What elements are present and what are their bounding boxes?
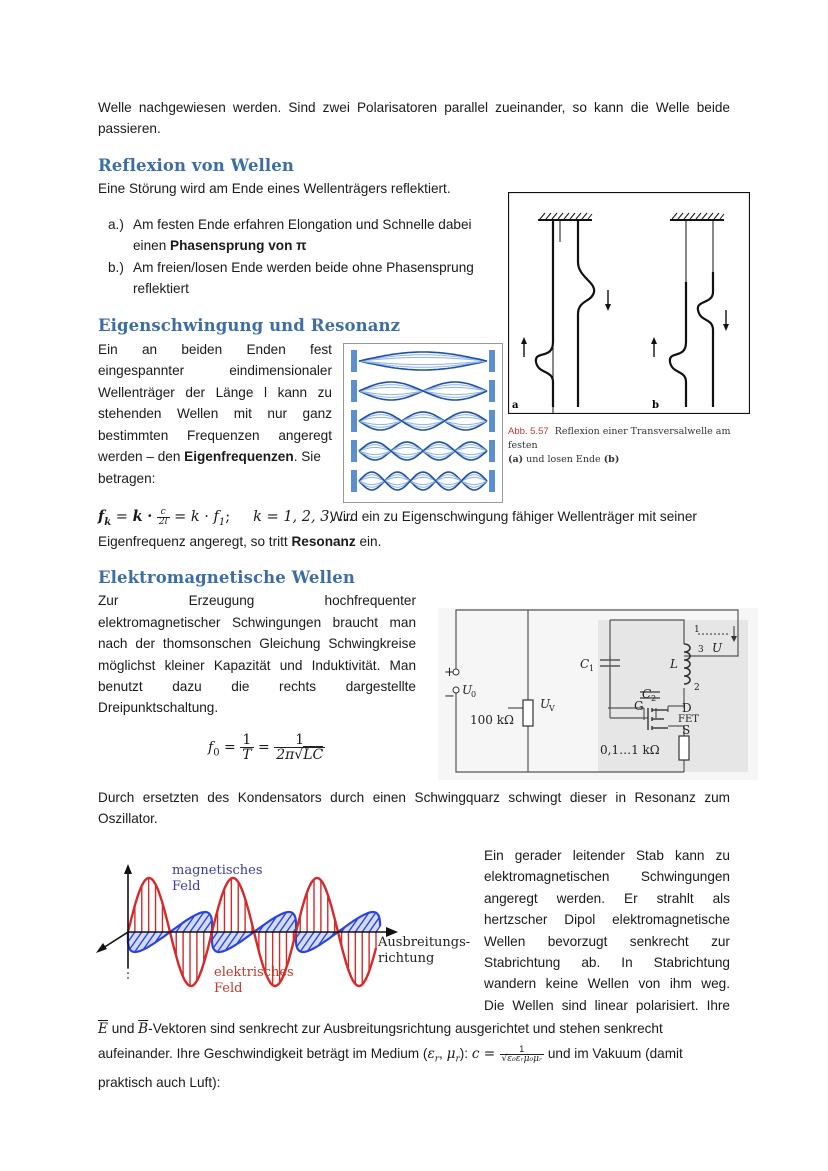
- eigen-line-7: betragen:: [98, 471, 156, 486]
- item-b-line-2: reflektiert: [133, 281, 189, 296]
- reflexion-caption: Abb. 5.57 Reflexion einer Transversalwelle am festen (a) und losen Ende (b): [508, 426, 731, 465]
- clamp-left: [351, 440, 357, 462]
- item-b-marker: b.): [108, 260, 124, 275]
- eigen-after-formula: Wird ein zu Eigenschwingung fähiger Wellenträger mit seiner: [330, 509, 697, 524]
- clamp-right: [489, 350, 495, 372]
- svg-text:0: 0: [471, 690, 477, 699]
- dipol-line-4: hertzscher Dipol elektromagnetische: [484, 912, 730, 927]
- item-a-marker: a.): [108, 217, 124, 232]
- formula-thomson: $f_0$ = $\frac{1}{T}$ = $\frac{1}{2\pi√LC}$: [208, 732, 324, 763]
- svg-text:−: −: [444, 689, 455, 704]
- svg-text:C: C: [580, 657, 590, 671]
- svg-text:3: 3: [698, 645, 704, 655]
- label-feld-mag: Feld: [172, 879, 201, 894]
- svg-text:1: 1: [694, 625, 700, 635]
- dipol-line-6: Stabrichtung ab. In Stabrichtung: [484, 955, 730, 970]
- clamp-left: [351, 350, 357, 372]
- eigen-line-4: stehenden Wellen mit nur ganz: [98, 406, 332, 421]
- dipol-line-8: Die Wellen sind linear polarisiert. Ihre: [484, 998, 730, 1013]
- intro-line-1: Welle nachgewiesen werden. Sind zwei Polarisatoren parallel zueinander, so kann die Welle beide: [98, 100, 730, 115]
- dipol-line-10: aufeinander. Ihre Geschwindigkeit beträgt im Medium ($\varepsilon_r$, $\mu_r$): c = $\frac{1}{\text{√ε₀εᵣμ₀μᵣ}}$ und im Vakuum (damit: [98, 1043, 683, 1065]
- eigen-line-1: Ein an beiden Enden fest: [98, 342, 332, 357]
- eigen-line-3: Wellenträger der Länge l kann zu: [98, 385, 332, 400]
- svg-text:C: C: [642, 687, 652, 701]
- eigen-line-5: bestimmten Frequenzen angeregt: [98, 428, 332, 443]
- clamp-left: [351, 380, 357, 402]
- item-a-line-1: Am festen Ende erfahren Elongation und Schnelle dabei: [133, 217, 472, 232]
- item-a-line-2: einen Phasensprung von π: [133, 238, 307, 253]
- figure-label-b: b: [652, 400, 659, 411]
- reflexion-text: Eine Störung wird am Ende eines Wellenträgers reflektiert.: [98, 181, 451, 196]
- reflexion-figure: [508, 192, 750, 414]
- svg-text:FET: FET: [678, 714, 699, 725]
- eigen-line-2: eingespannter eindimensionaler: [98, 363, 332, 378]
- figure-label-a: a: [512, 400, 519, 411]
- label-feld-el: Feld: [214, 981, 243, 996]
- svg-text:1: 1: [589, 664, 595, 673]
- svg-text:S: S: [682, 723, 691, 737]
- clamp-left: [351, 470, 357, 492]
- em-line-2: elektromagnetischer Schwingungen braucht man: [98, 615, 416, 630]
- dreipunkt-circuit: [438, 608, 758, 780]
- svg-text:G: G: [634, 699, 644, 713]
- svg-text:U: U: [540, 697, 551, 711]
- dipol-line-7: wandern keine Wellen von ihm weg.: [484, 976, 730, 991]
- label-elektrisches: elektrisches: [214, 965, 294, 980]
- clamp-left: [351, 410, 357, 432]
- clamp-right: [489, 380, 495, 402]
- svg-text:V: V: [549, 704, 555, 713]
- dipol-line-1: Ein gerader leitender Stab kann zu: [484, 848, 730, 863]
- em-line-1: Zur Erzeugung hochfrequenter: [98, 593, 416, 608]
- label-ausbreitungs: Ausbreitungs-: [378, 935, 471, 950]
- em-line-5: benutzt dazu die rechts dargestellte: [98, 679, 416, 694]
- em-line-6: Dreipunktschaltung.: [98, 700, 219, 715]
- quarz-line-1: Durch ersetzten des Kondensators durch einen Schwingquarz schwingt dieser in Resonanz zum: [98, 790, 730, 805]
- em-line-4: möglichst kleiner Kapazität und Induktivität. Man: [98, 658, 416, 673]
- svg-text:2: 2: [694, 683, 700, 693]
- heading-reflexion: Reflexion von Wellen: [98, 156, 294, 175]
- clamp-right: [489, 440, 495, 462]
- svg-text:L: L: [670, 657, 678, 671]
- standing-waves-figure: [343, 343, 503, 503]
- dipol-line-2: elektromagnetischen Schwingungen: [484, 869, 730, 884]
- quarz-line-2: Oszillator.: [98, 811, 158, 826]
- svg-text:+: +: [444, 665, 455, 680]
- formula-eigenfrequenz: $f_k = k$ · $\frac{c}{2l}$ = $k \cdot f_1$; k = 1, 2, 3, …: [98, 506, 354, 528]
- svg-text:U: U: [462, 683, 473, 697]
- em-line-3: nach der thomsonschen Gleichung Schwingkreise: [98, 636, 416, 651]
- svg-text:2: 2: [651, 694, 657, 703]
- label-magnetisches: magnetisches: [172, 863, 263, 878]
- intro-line-2: passieren.: [98, 121, 161, 136]
- dipol-line-5: Wellen bevorzugt senkrecht zur: [484, 934, 730, 949]
- svg-text:100 kΩ: 100 kΩ: [470, 713, 514, 727]
- clamp-right: [489, 470, 495, 492]
- em-wave-figure: [94, 850, 474, 1010]
- svg-text:0,1…1 kΩ: 0,1…1 kΩ: [600, 743, 660, 757]
- label-richtung: richtung: [378, 951, 435, 966]
- dipol-line-3: angeregt werden. Er strahlt als: [484, 891, 730, 906]
- dipol-line-9: $\overline{E}$ und $\overline{B}$-Vektoren sind senkrecht zur Ausbreitungsrichtung ausgerichtet und stehen senkrecht: [98, 1021, 663, 1037]
- heading-eigenschwingung: Eigenschwingung und Resonanz: [98, 316, 401, 335]
- eigen-line-6: werden – den Eigenfrequenzen. Sie: [98, 449, 321, 464]
- svg-text:D: D: [682, 701, 692, 715]
- dipol-line-11: praktisch auch Luft):: [98, 1075, 221, 1090]
- item-b-line-1: Am freien/losen Ende werden beide ohne Phasensprung: [133, 260, 474, 275]
- eigen-line-9: Eigenfrequenz angeregt, so tritt Resonanz ein.: [98, 534, 382, 549]
- clamp-right: [489, 410, 495, 432]
- heading-em-wellen: Elektromagnetische Wellen: [98, 568, 355, 587]
- svg-text:U: U: [712, 641, 723, 655]
